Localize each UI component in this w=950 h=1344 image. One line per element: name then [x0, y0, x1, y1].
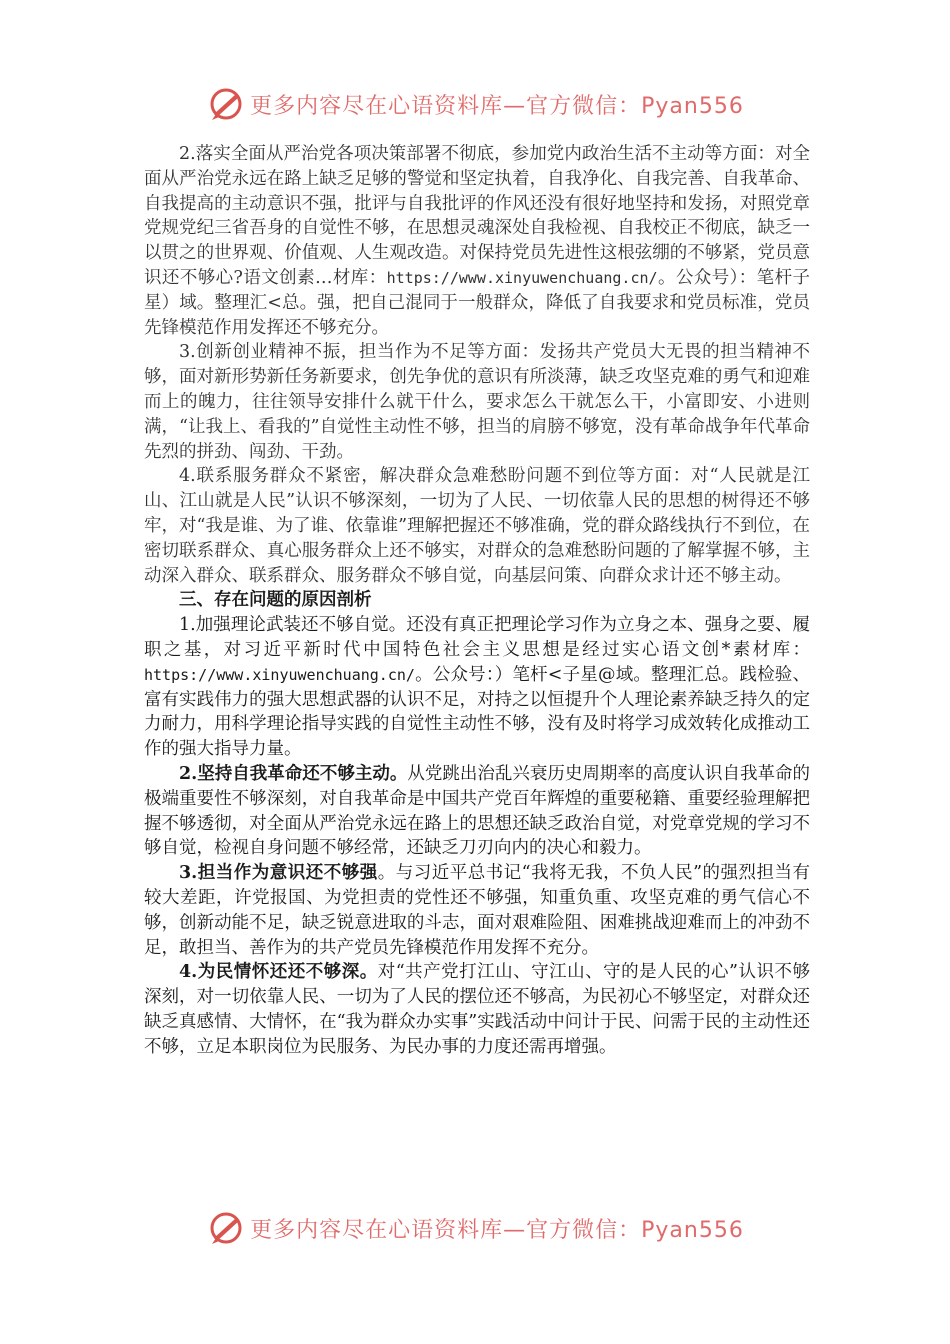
footer-banner-text: 更多内容尽在心语资料库—官方微信：Pyan556 — [250, 1217, 744, 1243]
paragraph-2: 2.落实全面从严治党各项决策部署不彻底，参加党内政治生活不主动等方面：对全面从严治党永远在路上缺乏足够的警觉和坚定执着，自我净化、自我完善、自我革命、自我提高的主动意识不强，批评与自我批评的作风还没有很好地坚持和发扬，对照党章党规党纪三省吾身的自觉性不够，在思想灵魂深处自我检视、自我校正不彻底，缺乏一以贯之的世界观、价值观、人生观改造。对保持党员先进性这根弦绷的不够紧，党员意识还不够心?语文创素…材库：https://www.xinyuwenchuang.cn/。公众号）：笔杆子星）域。整理汇<总。强，把自己混同于一般群众，降低了自我要求和党员标准，党员先锋模范作用发挥还不够充分。 — [144, 144, 810, 338]
paragraph-cause-3: 3.担当作为意识还不够强。与习近平总书记“我将无我，不负人民”的强烈担当有较大差距，许党报国、为党担责的党性还不够强，知重负重、攻坚克难的勇气信心不够，创新动能不足，缺乏锐意进取的斗志，面对艰难险阻、困难挑战迎难而上的冲劲不足，敢担当、善作为的共产党员先锋模范作用发挥不充分。 — [144, 863, 810, 958]
paragraph-cause-1: 1.加强理论武装还不够自觉。还没有真正把理论学习作为立身之本、强身之要、履职之基，对习近平新时代中国特色社会主义思想是经过实心语文创*素材库：https://www.xinyuwenchuang.cn/。公众号：）笔杆<子星@域。整理汇总。践检验、富有实践伟力的强大思想武器的认识不足，对持之以恒提升个人理论素养缺乏持久的定力耐力，用科学理论指导实践的自觉性主动性不够，没有及时将学习成效转化成推动工作的强大指导力量。 — [144, 615, 810, 760]
section-heading: 三、存在问题的原因剖析 — [179, 590, 372, 611]
footer-banner — [0, 1206, 950, 1250]
paragraph-4: 4.联系服务群众不紧密，解决群众急难愁盼问题不到位等方面：对“人民就是江山、江山就是人民”认识不够深刻，一切为了人民、一切依靠人民的思想的树得还不够牢，对“我是谁、为了谁、依靠谁”理解把握还不够准确，党的群众路线执行不到位，在密切联系群众、真心服务群众上还不够实，对群众的急难愁盼问题的了解掌握不够，主动深入群众、联系群众、服务群众不够自觉，向基层问策、向群众求计还不够主动。 — [144, 466, 810, 586]
document-body — [144, 142, 810, 1059]
pen-logo-icon — [206, 1208, 246, 1248]
url-text: https://www.xinyuwenchuang.cn/ — [144, 665, 415, 684]
paragraph-cause-2: 2.坚持自我革命还不够主动。从党跳出治乱兴衰历史周期率的高度认识自我革命的极端重要性不够深刻，对自我革命是中国共产党百年辉煌的重要秘籍、重要经验理解把握不够透彻，对全面从严治党永远在路上的思想还缺乏政治自觉，对党章党规的学习不够自觉，检视自身问题不够经常，还缺乏刀刃向内的决心和毅力。 — [144, 763, 810, 859]
pen-logo-icon — [206, 84, 246, 124]
paragraph-cause-4: 4.为民情怀还还不够深。对“共产党打江山、守江山、守的是人民的心”认识不够深刻，对一切依靠人民、一切为了人民的摆位还不够高，为民初心不够坚定，对群众还缺乏真感情、大情怀，在“我为群众办实事”实践活动中问计于民、问需于民的主动性还不够，立足本职岗位为民服务、为民办事的力度还需再增强。 — [144, 962, 810, 1057]
header-banner — [0, 82, 950, 126]
header-banner-text: 更多内容尽在心语资料库—官方微信：Pyan556 — [250, 93, 744, 119]
paragraph-3: 3.创新创业精神不振，担当作为不足等方面：发扬共产党员大无畏的担当精神不够，面对新形势新任务新要求，创先争优的意识有所淡薄，缺乏攻坚克难的勇气和迎难而上的魄力，往往领导安排什么就干什么，要求怎么干就怎么干，小富即安、小进则满，“让我上、看我的”自觉性主动性不够，担当的肩膀不够宽，没有革命战争年代革命先烈的拼劲、闯劲、干劲。 — [144, 342, 810, 462]
url-text: https://www.xinyuwenchuang.cn/ — [386, 268, 658, 287]
